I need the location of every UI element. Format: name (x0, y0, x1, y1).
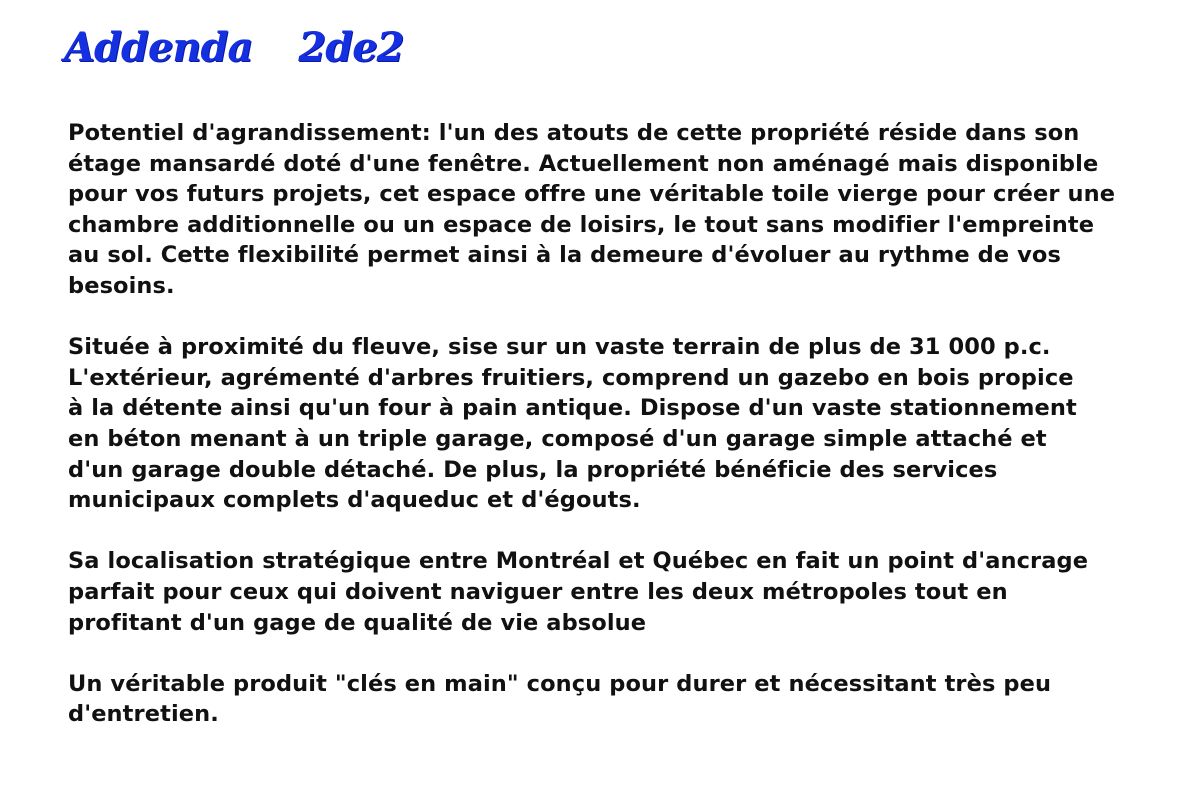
paragraph-strategic-location: Sa localisation stratégique entre Montréal et Québec en fait un point d'ancrage parfait pour ceux qui doivent naviguer entre les deux métropoles tout en profitant d'un gage de qualité de vie absolue (68, 548, 1089, 636)
page-title (64, 22, 403, 72)
paragraph-turnkey: Un véritable produit "clés en main" conçu pour durer et nécessitant très peu d'entretien. (68, 670, 1052, 728)
paragraph-location-exterior: Située à proximité du fleuve, sise sur un vaste terrain de plus de 31 000 p.c. L'extérieur, agrémenté d'arbres fruitiers, comprend un gazebo en bois propice à la détente ainsi qu'un four à pain antique. Dispose d'un vaste stationnement en béton menant à un triple garage, composé d'un garage simple attaché et d'un garage double détaché. De plus, la propriété bénéficie des services municipaux complets d'aqueduc et d'égouts. (68, 334, 1077, 514)
title-text (64, 24, 403, 71)
title-addenda: Addenda (64, 23, 253, 71)
title-part-number: 2de2 (298, 23, 404, 71)
document-body (68, 118, 1148, 760)
paragraph-expansion-potential: Potentiel d'agrandissement: l'un des atouts de cette propriété réside dans son étage mansardé doté d'une fenêtre. Actuellement non aménagé mais disponible pour vos futurs projets, cet espace offre une véritable toile vierge pour créer une chambre additionnelle ou un espace de loisirs, le tout sans modifier l'empreinte au sol. Cette flexibilité permet ainsi à la demeure d'évoluer au rythme de vos besoins. (68, 120, 1116, 299)
